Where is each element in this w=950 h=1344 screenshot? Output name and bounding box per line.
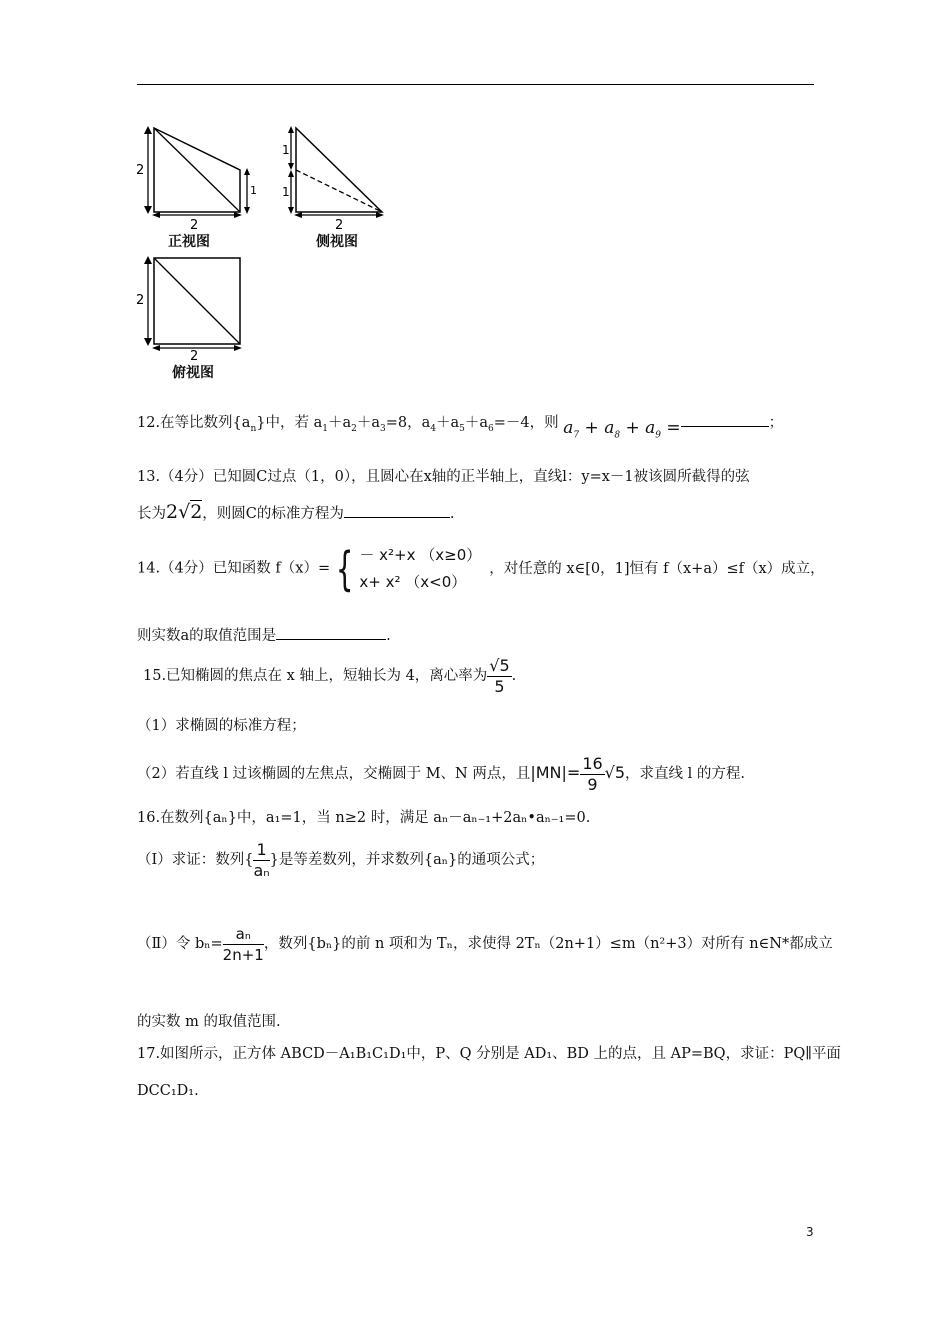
eccentricity-fraction: $\frac{√5}{5}$ xyxy=(489,655,510,696)
side-view-drawing xyxy=(278,120,388,233)
answer-blank-12[interactable] xyxy=(681,412,769,427)
answer-blank-14[interactable] xyxy=(276,625,386,640)
question-14: 14.（4分）已知函数 f（x）= { － x²+x （x≥0） x+ x² （x<0） ，对任意的 x∈[0，1]恒有 f（x+a）≤f（x）成立， xyxy=(137,542,825,596)
side-dim-bottom: 2 xyxy=(335,218,344,233)
question-15-part-2: （2）若直线 l 过该椭圆的左焦点，交椭圆于 M、N 两点，且|MN|= $\frac{16}{9}$ √5，求直线 l 的方程. xyxy=(137,753,746,794)
bn-fraction: $\frac{\text{aₙ}}{2n+1}$ xyxy=(222,924,264,964)
piecewise-brace: { xyxy=(335,542,354,596)
side-view-figure xyxy=(278,120,388,233)
side-dim-left-bottom: 1 xyxy=(282,185,290,199)
front-dim-right: 1 xyxy=(250,184,257,197)
question-16-part-ii: （Ⅱ）令 bₙ= $\frac{\text{aₙ}}{2n+1}$ ，数列{bₙ}的前 n 项和为 Tₙ，求使得 2Tₙ（2n+1）≤m（n²+3）对所有 n∈N*都成立 xyxy=(137,924,833,964)
side-view-caption: 侧视图 xyxy=(316,234,358,250)
question-15-part-1: （1）求椭圆的标准方程； xyxy=(137,718,306,734)
question-17-line-2: DCC₁D₁. xyxy=(137,1083,199,1099)
question-17-line-1: 17.如图所示，正方体 ABCD－A₁B₁C₁D₁中，P、Q 分别是 AD₁、BD 上的点，且 AP=BQ，求证：PQ∥平面 xyxy=(137,1046,841,1062)
question-13-line-1: 13.（4分）已知圆C过点（1，0），且圆心在x轴的正半轴上，直线l：y=x－1被该圆所截得的弦 xyxy=(137,469,750,485)
header-rule xyxy=(137,84,814,85)
front-view-drawing xyxy=(132,120,262,233)
top-view-caption: 俯视图 xyxy=(172,365,214,381)
question-12: 12.在等比数列$\{a_n\}$中，若 $a_1+a_2+a_3=8$，$a_4+a_5+a_6=-4$，则 $a_7 + a_8 + a_9$ = ； xyxy=(137,412,783,439)
mn-fraction: $\frac{16}{9}$ xyxy=(582,753,603,794)
top-dim-bottom: 2 xyxy=(190,349,199,364)
side-dim-left-top: 1 xyxy=(282,143,290,157)
question-15: 15.已知椭圆的焦点在 x 轴上，短轴长为 4，离心率为 $\frac{√5}{5}$ . xyxy=(143,655,517,696)
front-view-figure xyxy=(132,120,262,233)
top-dim-left: 2 xyxy=(136,293,145,308)
question-16: 16.在数列{aₙ}中，a₁=1，当 n≥2 时，满足 aₙ－aₙ₋₁+2aₙ•aₙ₋₁=0. xyxy=(137,810,591,826)
piecewise-cases: － x²+x （x≥0） x+ x² （x<0） xyxy=(359,546,482,591)
page-number: 3 xyxy=(806,1225,814,1239)
top-view-figure xyxy=(132,250,247,362)
front-dim-left: 2 xyxy=(136,163,145,178)
answer-blank-13[interactable] xyxy=(344,503,450,518)
reciprocal-fraction: $\frac{1}{\text{aₙ}}$ xyxy=(253,839,270,880)
question-13-line-2: 长为2√2，则圆C的标准方程为 . xyxy=(137,501,455,523)
top-view-drawing xyxy=(132,250,247,362)
question-16-part-i: （Ⅰ）求证：数列{ $\frac{1}{\text{aₙ}}$ }是等差数列，并求数列{aₙ}的通项公式； xyxy=(137,839,545,880)
question-16-part-ii-line-2: 的实数 m 的取值范围. xyxy=(137,1014,281,1030)
front-view-caption: 正视图 xyxy=(168,234,210,250)
front-dim-bottom: 2 xyxy=(190,218,199,233)
sqrt-expression: 2√2 xyxy=(166,501,203,523)
question-14-line-2: 则实数a的取值范围是 . xyxy=(137,625,391,646)
